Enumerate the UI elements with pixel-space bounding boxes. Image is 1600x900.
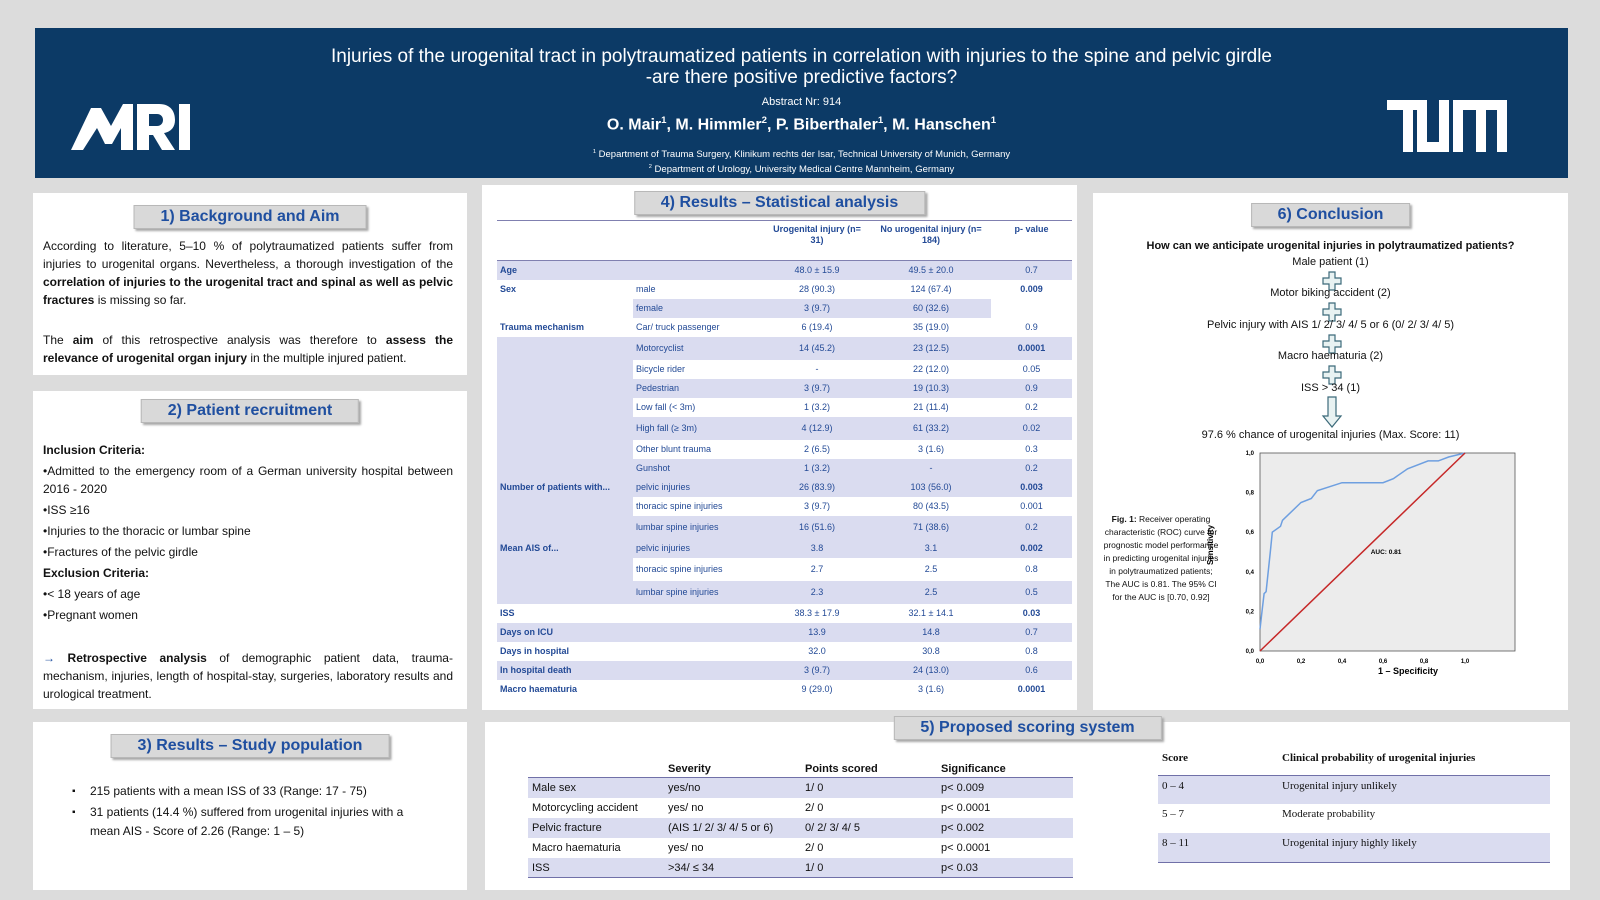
background-title: 1) Background and Aim [134,205,367,229]
table-row: Gunshot 1 (3.2) - 0.2 [497,459,1072,478]
x-tick-label: 0,4 [1337,659,1347,665]
abstract-number: Abstract Nr: 914 [761,96,842,108]
x-tick-label: 1,0 [1460,659,1470,665]
table-row: Days in hospital 32.0 30.8 0.8 [500,646,1038,656]
population-panel [33,722,467,890]
table-row: 8 – 11 Urogenital injury highly likely [1158,833,1550,862]
inclusion-item: •Fractures of the pelvic girdle [43,545,198,559]
table-row: Pelvic fracture (AIS 1/ 2/ 3/ 4/ 5 or 6) 0/ 2/ 3/ 4/ 5 p< 0.002 [528,818,1073,838]
poster-title: Injuries of the urogenital tract in polytraumatized patients in correlation with injuries to the spine and pelvic girdle -are there positive predictive factors? [330,46,1272,88]
col-uro: Urogenital injury (n= 31) [773,224,861,245]
table-row: 0 – 4 Urogenital injury unlikely [1158,775,1550,804]
list-item: ▪ 31 patients (14.4 %) suffered from urogenital injuries with a mean AIS - Score of 2.26 (Range: 1 – 5) [90,803,435,841]
factor-item: Motor biking accident (2) [1270,287,1391,299]
conclusion-question: How can we anticipate urogenital injuries in polytraumatized patients? [1146,240,1515,252]
recruitment-title: 2) Patient recruitment [141,399,359,423]
y-tick-label: 1,0 [1245,451,1254,457]
factor-item: Pelvic injury with AIS 1/ 2/ 3/ 4/ 5 or 6 (0/ 2/ 3/ 4/ 5) [1206,319,1454,331]
inclusion-item: •Injuries to the thoracic or lumbar spine [43,524,251,538]
y-tick-label: 0,8 [1245,490,1254,497]
x-tick-label: 0,0 [1255,659,1265,665]
clinical-table [1158,749,1550,863]
x-tick-label: 0,8 [1419,659,1429,665]
table-row: Motorcyclist 14 (45.2) 23 (12.5) 0.0001 [497,337,1072,360]
col-score: Score [1158,749,1278,775]
background-panel [33,193,467,375]
conclusion-panel [1093,193,1568,710]
table-row: thoracic spine injuries 2.7 2.5 0.8 [636,564,1038,574]
list-item: ▪ 215 patients with a mean ISS of 33 (Range: 17 - 75) [90,782,435,801]
table-row: Motorcycling accident yes/ no 2/ 0 p< 0.0001 [532,802,991,814]
poster-header [35,28,1568,178]
y-tick-label: 0,6 [1245,530,1254,537]
table-row: Macro haematuria yes/ no 2/ 0 p< 0.0001 [532,842,991,854]
table-row: In hospital death 3 (9.7) 24 (13.0) 0.6 [497,661,1072,680]
table-row: lumbar spine injuries 2.3 2.5 0.5 [497,581,1072,604]
table-row: thoracic spine injuries 3 (9.7) 80 (43.5) 0.001 [636,501,1043,511]
stats-title: 4) Results – Statistical analysis [634,191,925,215]
y-tick-label: 0,0 [1245,649,1254,655]
table-row: Mean AIS of... pelvic injuries 3.8 3.1 0.002 [497,539,1072,558]
exclusion-item: •< 18 years of age [43,587,141,601]
table-row: Sex male 28 (90.3) 124 (67.4) 0.009 [500,283,1043,294]
col-points: Points scored [801,760,937,778]
points-table [528,760,1073,878]
table-row: Low fall (< 3m) 1 (3.2) 21 (11.4) 0.2 [636,402,1038,412]
exclusion-item: •Pregnant women [43,608,138,622]
table-row: Trauma mechanism Car/ truck passenger 6 (19.4) 35 (19.0) 0.9 [497,318,1072,337]
y-axis-label: Sensitivity [1206,524,1215,566]
conclusion-title: 6) Conclusion [1251,203,1411,227]
table-row: Number of patients with... pelvic injuries 26 (83.9) 103 (56.0) 0.003 [497,478,1072,497]
population-list [90,782,435,843]
table-row: female 3 (9.7) 60 (32.6) [497,299,1072,318]
stats-table [497,220,1072,699]
recruitment-panel [33,391,467,709]
table-row: ISS >34/ ≤ 34 1/ 0 p< 0.03 [528,858,1073,878]
col-significance: Significance [937,760,1073,778]
table-row: 5 – 7 Moderate probability [1162,808,1376,820]
col-probability: Clinical probability of urogenital injuries [1278,749,1550,775]
table-row: Male sex yes/no 1/ 0 p< 0.009 [528,778,1073,798]
table-row: High fall (≥ 3m) 4 (12.9) 61 (33.2) 0.02 [497,417,1072,440]
figure-caption: Fig. 1: Receiver operating characteristic (ROC) curve for prognostic model performance in predicting urogenital injuries in polytraumatized patients; The AUC is 0.81. The 95% CI for the AUC is [0.70, 0.92] [1103,514,1219,602]
factor-item: Macro haematuria (2) [1277,350,1384,362]
factor-item: Male patient (1) [1292,256,1369,268]
table-row: Bicycle rider - 22 (12.0) 0.05 [636,364,1041,374]
table-row: Macro haematuria 9 (29.0) 3 (1.6) 0.0001 [500,684,1046,694]
table-row: Age 48.0 ± 15.9 49.5 ± 20.0 0.7 [497,261,1072,280]
roc-chart [1208,443,1568,683]
auc-annotation: AUC: 0.81 [1370,548,1402,556]
stats-panel [482,185,1077,710]
table-row: ISS 38.3 ± 17.9 32.1 ± 14.1 0.03 [500,608,1041,618]
background-paragraph-2: The aim of this retrospective analysis was therefore to assess the relevance of urogenital organ injury in the multiple injured patient. [43,333,453,365]
inclusion-item: •Admitted to the emergency room of a German university hospital between 2016 - 2020 [43,464,453,496]
conclusion-result: 97.6 % chance of urogenital injuries (Max. Score: 11) [1201,429,1460,441]
tum-logo [1387,100,1507,152]
criteria-block [43,441,453,627]
inclusion-item: •ISS ≥16 [43,503,90,517]
table-row: Pedestrian 3 (9.7) 19 (10.3) 0.9 [497,379,1072,398]
y-tick-label: 0,2 [1245,609,1254,616]
scoring-title: 5) Proposed scoring system [893,716,1161,740]
x-tick-label: 0,6 [1378,659,1388,665]
col-severity: Severity [664,760,801,778]
mri-logo [71,98,191,154]
affiliations: $^1$ Department of Trauma Surgery, Klinikum rechts der Isar, Technical University of Munich, Germany $^2$ Department of Urology, University Medical Centre Mannheim, Germany [592,149,1011,176]
population-title: 3) Results – Study population [111,734,390,758]
table-row: Days on ICU 13.9 14.8 0.7 [497,623,1072,642]
y-tick-label: 0,4 [1245,569,1254,576]
arrow-right-icon: → [43,651,55,665]
authors: O. Mair$^1$, M. Himmler$^2$, P. Biberthaler$^1$, M. Hanschen$^1$ [606,115,997,134]
exclusion-label: Exclusion Criteria: [43,566,150,580]
background-paragraph-1: According to literature, 5–10 % of polytraumatized patients suffer from injuries to urogenital organs. Nevertheless, a thorough investigation of the correlation of injuries to the urogenital tract and spinal as well as pelvic fractures is missing so far. [43,239,453,307]
factor-item: ISS > 34 (1) [1300,382,1360,394]
col-no-uro: No urogenital injury (n= 184) [880,224,982,245]
x-tick-label: 0,2 [1296,659,1306,665]
table-row: lumbar spine injuries 16 (51.6) 71 (38.6) 0.2 [497,516,1072,539]
table-row: Other blunt trauma 2 (6.5) 3 (1.6) 0.3 [636,444,1038,454]
inclusion-label: Inclusion Criteria: [43,443,146,457]
arrow-down-icon [1322,396,1342,428]
col-p: p- value [1014,224,1049,234]
retrospective-note: → Retrospective analysis of demographic patient data, trauma-mechanism, injuries, length of hospital-stay, surgeries, laboratory results and urological treatment. [43,651,453,701]
scoring-panel [485,719,1570,890]
x-axis-label: 1 – Specificity [1377,666,1439,676]
